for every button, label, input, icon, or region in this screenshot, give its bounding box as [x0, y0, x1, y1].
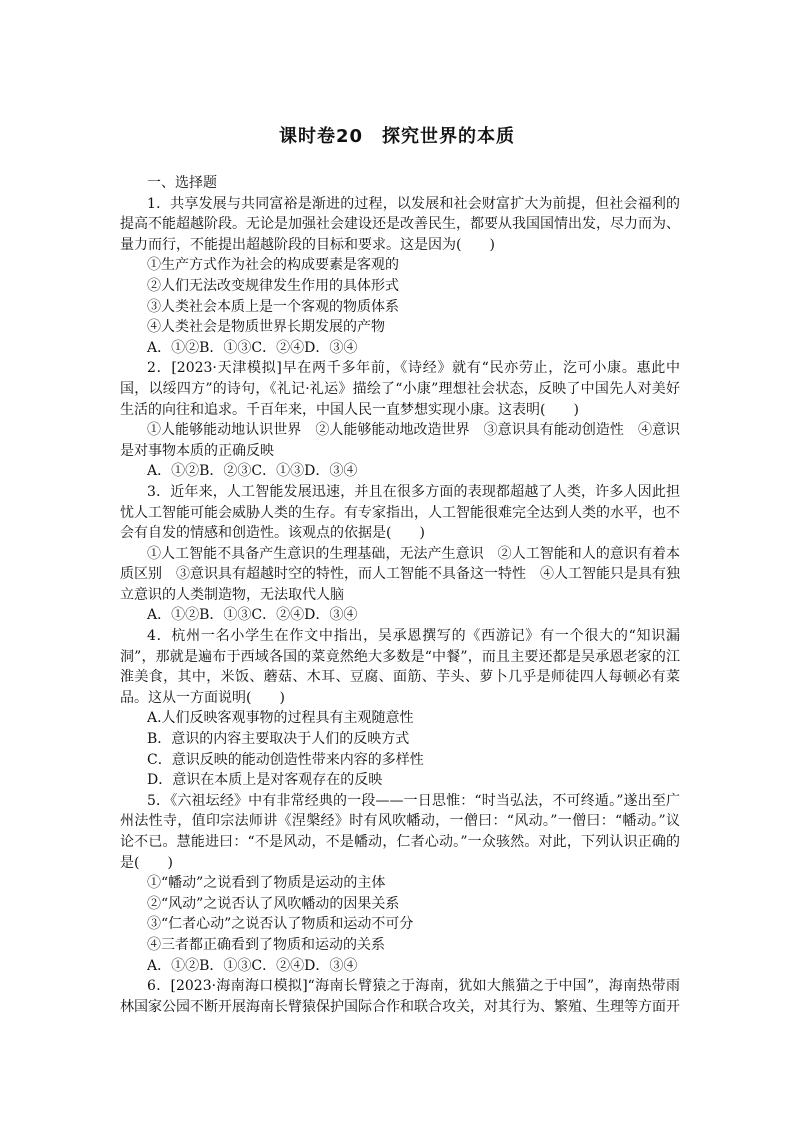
question-stem: 1．共享发展与共同富裕是渐进的过程，以发展和社会财富扩大为前提，但社会福利的提高不能超越阶段。无论是加强社会建设还是改善民生，都要从我国国情出发，尽力而为、量力而行，不能提出超越阶段的目标和要求。这是因为( ) — [120, 195, 680, 253]
answer-choices: A．①②B．①③C．②④D．③④ — [147, 607, 358, 624]
answer-choices: A．①②B．①③C．②④D．③④ — [147, 339, 358, 356]
option-c: C．意识反映的能动创造性带来内容的多样性 — [147, 751, 424, 768]
page-title: 课时卷20 探究世界的本质 — [278, 126, 516, 147]
statement-item: ④人类社会是物质世界长期发展的产物 — [147, 319, 385, 336]
option-a: A.人们反映客观事物的过程具有主观随意性 — [147, 710, 414, 727]
question-4 — [120, 626, 680, 791]
question-stem: 4．杭州一名小学生在作文中指出，吴承恩撰写的《西游记》有一个很大的“知识漏洞”，那就是遍布于西域各国的菜竟然绝大多数是“中餐”，而且主要还都是吴承恩老家的江淮美食，其中，米饭、蘑菇、木耳、豆腐、面筋、芋头、萝卜几乎是师徒四人每顿必有菜品。这从一方面说明( ) — [120, 628, 680, 706]
statement-item: ②“风动”之说否认了风吹幡动的因果关系 — [147, 895, 400, 912]
answer-choices: A．①②B．①③C．②④D．③④ — [147, 957, 358, 974]
statement-items: ①人能够能动地认识世界 ②人能够能动地改造世界 ③意识具有能动创造性 ④意识是对事物本质的正确反映 — [120, 422, 680, 459]
section-heading: 一、选择题 — [147, 175, 217, 191]
statement-item: ①生产方式作为社会的构成要素是客观的 — [147, 257, 399, 274]
question-6 — [120, 976, 680, 1017]
question-stem: 3．近年来，人工智能发展迅速，并且在很多方面的表现都超越了人类，许多人因此担忧人工智能可能会威胁人类的生存。有专家指出，人工智能很难完全达到人类的水平，也不会有自发的情感和创造性。该观点的依据是( ) — [120, 483, 680, 542]
document-body — [120, 173, 680, 1017]
question-stem: 2．[2023·天津模拟]早在两千多年前，《诗经》就有“民亦劳止，汔可小康。惠此中国，以绥四方”的诗句，《礼记·礼运》描绘了“小康”理想社会状态，反映了中国先人对美好生活的向往和追求。千百年来，中国人民一直梦想实现小康。这表明( ) — [120, 360, 680, 418]
answer-choices: A．①②B．②③C．①③D．③④ — [147, 463, 358, 480]
statement-item: ②人们无法改变规律发生作用的具体形式 — [147, 277, 399, 294]
option-d: D．意识在本质上是对客观存在的反映 — [147, 772, 383, 789]
statement-item: ③“仁者心动”之说否认了物质和运动不可分 — [147, 916, 414, 933]
question-1 — [120, 194, 680, 359]
statement-item: ③人类社会本质上是一个客观的物质体系 — [147, 298, 399, 315]
question-3 — [120, 482, 680, 626]
question-stem: 5．《六祖坛经》中有非常经典的一段——一日思惟：“时当弘法，不可终遁。”遂出至广州法性寺，值印宗法师讲《涅槃经》时有风吹幡动，一僧曰：“风动。”一僧曰：“幡动。”议论不已。慧能进曰：“不是风动，不是幡动，仁者心动。”一众骇然。对此，下列认识正确的是( ) — [120, 792, 680, 871]
option-b: B．意识的内容主要取决于人们的反映方式 — [147, 731, 410, 748]
statement-items: ①人工智能不具备产生意识的生理基础，无法产生意识 ②人工智能和人的意识有着本质区别 ③意识具有超越时空的特性，而人工智能不具备这一特性 ④人工智能只是具有独立意识的人类制造物，无法取代人脑 — [120, 545, 680, 603]
statement-item: ④三者都正确看到了物质和运动的关系 — [147, 936, 385, 953]
question-stem: 6．[2023·海南海口模拟]“海南长臂猿之于海南，犹如大熊猫之于中国”，海南热带雨林国家公园不断开展海南长臂猿保护国际合作和联合攻关，对其行为、繁殖、生理等方面开 — [120, 978, 680, 1015]
question-5 — [120, 791, 680, 976]
question-2 — [120, 358, 680, 482]
statement-item: ①“幡动”之说看到了物质是运动的主体 — [147, 875, 386, 892]
